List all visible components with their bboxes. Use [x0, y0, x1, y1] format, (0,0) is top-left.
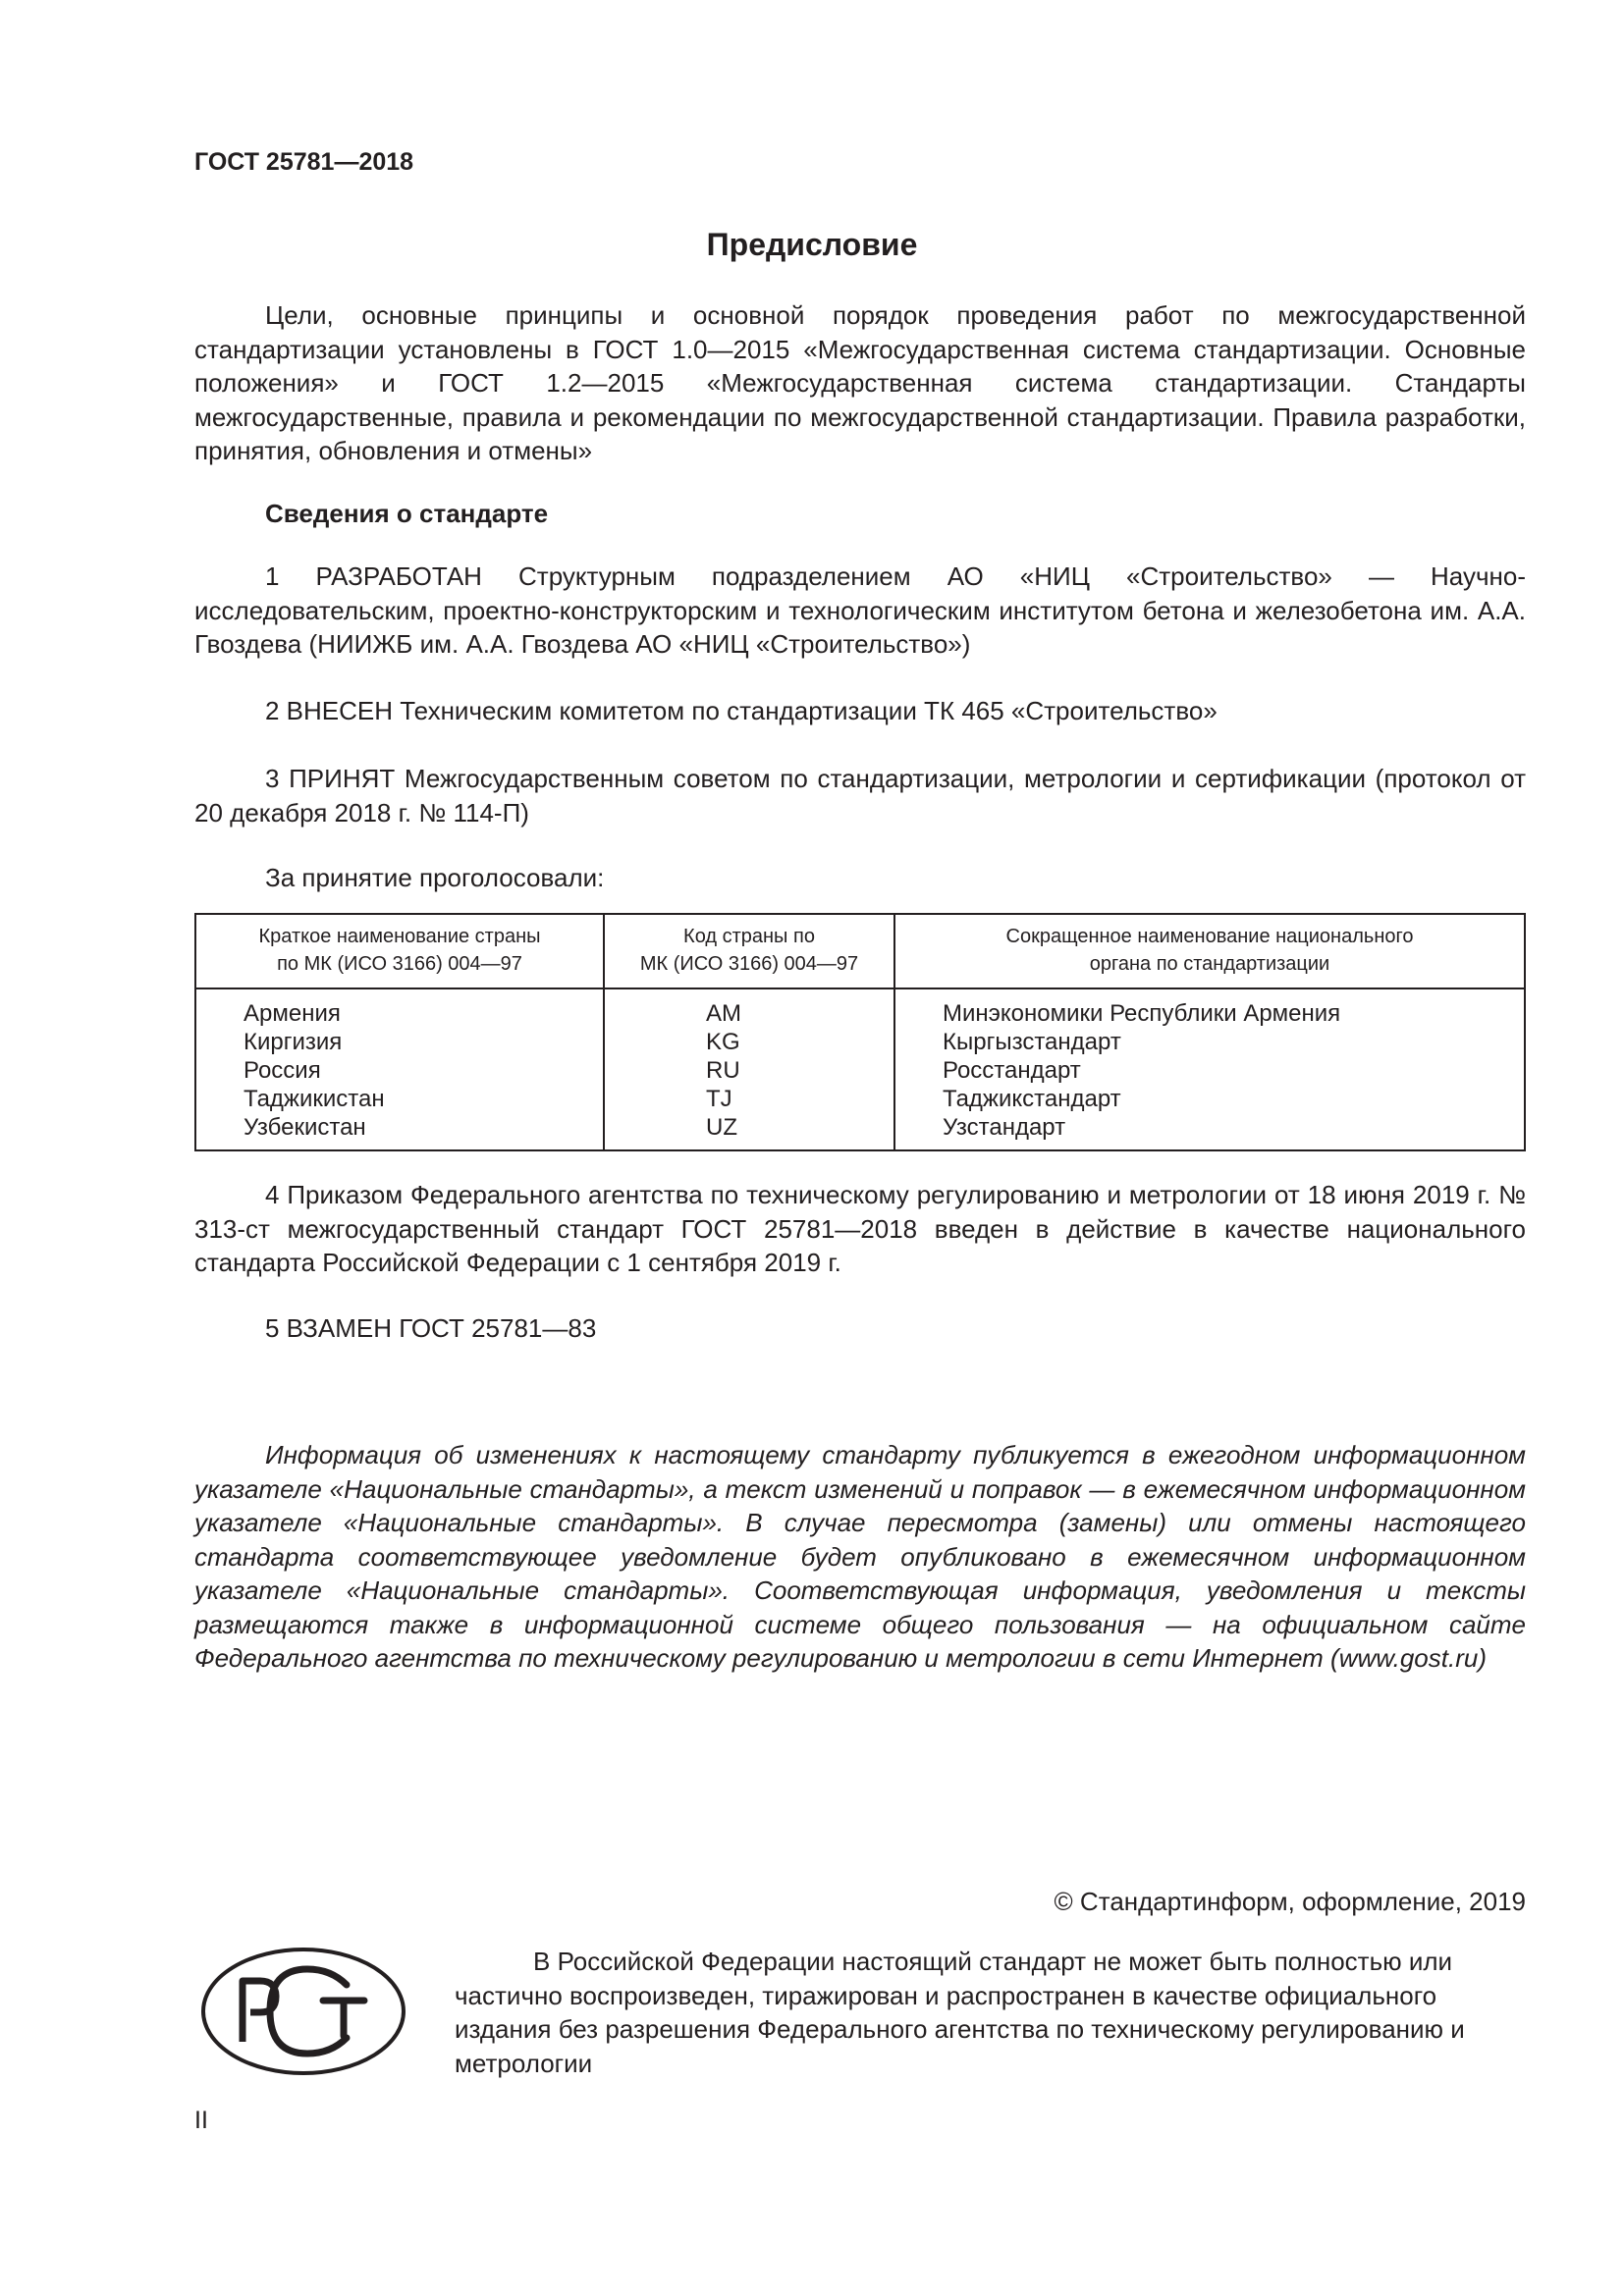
voting-table: [194, 913, 1526, 1151]
header-national-organ: Сокращенное наименование национального органа по стандартизации: [894, 914, 1525, 988]
item-enacted: 4 Приказом Федерального агентства по техническому регулированию и метрологии от 18 июня 2019 г. № 313-ст межгосударственный стандарт ГОСТ 25781—2018 введен в действие в качестве национального стандарта Российской Федерации с 1 сентября 2019 г.: [194, 1180, 1526, 1277]
document-code-header: ГОСТ 25781—2018: [194, 148, 414, 176]
country-code: TJ: [706, 1086, 732, 1112]
item-developed: 1 РАЗРАБОТАН Структурным подразделением АО «НИЦ «Строительство» — Научно-исследовательским, проектно-конструкторским и технологическим институтом бетона и железобетона им. А.А. Гвоздева (НИИЖБ им. А.А. Гвоздева АО «НИЦ «Строительство»): [194, 561, 1526, 659]
code-column: [604, 988, 894, 1150]
info-note: Информация об изменениях к настоящему стандарту публикуется в ежегодном информационном указателе «Национальные стандарты», а текст изменений и поправок — в ежемесячном информационном указателе «Национальные стандарты». В случае пересмотра (замены) или отмены настоящего стандарта соответствующее уведомление будет опубликовано в ежемесячном информационном указателе «Национальные стандарты». Соответствующая информация, уведомления и тексты размещаются также в информационной системе общего пользования — на официальном сайте Федерального агентства по техническому регулированию и метрологии в сети Интернет (www.gost.ru): [194, 1440, 1526, 1673]
country-code: AM: [706, 1000, 741, 1027]
organ-column: [894, 988, 1525, 1150]
country-code: UZ: [706, 1114, 737, 1141]
country-name: Армения: [244, 1000, 341, 1027]
country-name: Россия: [244, 1057, 321, 1084]
item-replaces: 5 ВЗАМЕН ГОСТ 25781—83: [265, 1313, 597, 1343]
table-header-row: [195, 914, 1525, 988]
table-body-row: [195, 988, 1525, 1150]
item-submitted: 2 ВНЕСЕН Техническим комитетом по стандартизации ТК 465 «Строительство»: [265, 696, 1218, 725]
voted-label: За принятие проголосовали:: [265, 863, 605, 892]
national-organ: Минэкономики Республики Армения: [943, 1000, 1341, 1027]
country-name: Киргизия: [244, 1029, 343, 1055]
page-title: Предисловие: [706, 227, 918, 262]
national-organ: Узстандарт: [943, 1114, 1066, 1141]
national-organ: Таджикстандарт: [943, 1086, 1121, 1112]
rights-notice: В Российской Федерации настоящий стандарт не может быть полностью или частично воспроизведен, тиражирован и распространен в качестве официального издания без разрешения Федерального агентства по техническому регулированию и метрологии: [455, 1947, 1465, 2078]
intro-paragraph: Цели, основные принципы и основной порядок проведения работ по межгосударственной стандартизации установлены в ГОСТ 1.0—2015 «Межгосударственная система стандартизации. Основные положения» и ГОСТ 1.2—2015 «Межгосударственная система стандартизации. Стандарты межгосударственные, правила и рекомендации по межгосударственной стандартизации. Правила разработки, принятия, обновления и отмены»: [194, 300, 1526, 465]
page-number: II: [194, 2107, 208, 2134]
country-column: [195, 988, 604, 1150]
country-code: RU: [706, 1057, 740, 1084]
copyright-line: © Стандартинформ, оформление, 2019: [1054, 1887, 1526, 1916]
country-name: Узбекистан: [244, 1114, 366, 1141]
rst-certification-mark-icon: [199, 1946, 407, 2077]
header-country-code: Код страны по МК (ИСО 3166) 004—97: [604, 914, 894, 988]
country-name: Таджикистан: [244, 1086, 385, 1112]
country-code: KG: [706, 1029, 740, 1055]
national-organ: Росстандарт: [943, 1057, 1081, 1084]
item-adopted: 3 ПРИНЯТ Межгосударственным советом по стандартизации, метрологии и сертификации (протокол от 20 декабря 2018 г. № 114-П): [194, 764, 1526, 828]
section-heading: Сведения о стандарте: [265, 499, 549, 528]
header-country-name: Краткое наименование страны по МК (ИСО 3166) 004—97: [195, 914, 604, 988]
national-organ: Кыргызстандарт: [943, 1029, 1121, 1055]
